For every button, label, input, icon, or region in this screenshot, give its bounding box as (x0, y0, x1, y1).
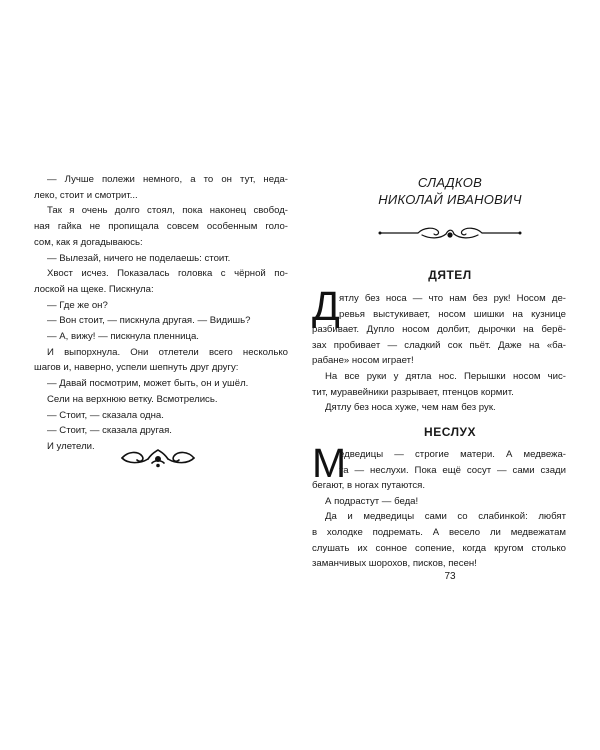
text-line: На все руки у дятла нос. Перышки носом чис- (325, 370, 566, 382)
text-line: ная гайка не пропищала совсем особенным голо- (34, 221, 288, 233)
text-line: леко, стоит и смотрит... (34, 189, 138, 201)
author-surname: СЛАДКОВ (417, 175, 483, 190)
text-line: шагов и, наверно, успели шепнуть друг другу: (34, 362, 239, 374)
text-line: — Лучше полежи немного, а то он тут, неда- (47, 174, 288, 185)
text-line: заманчивых шорохов, писков, песен! (312, 558, 477, 570)
text-line: зах пробивает — сладкий сок пьёт. Даже на «ба- (312, 339, 566, 351)
text-line: разбивает. Дупло носом долбит, дырочки на берё- (312, 324, 566, 336)
text-line: едведицы — строгие матери. А медвежа- (339, 449, 566, 460)
text-line: — Вон стоит, — пискнула другая. — Видишь? (47, 315, 251, 327)
text-line: — Стоит, — сказала другая. (47, 425, 172, 437)
text-line: — Стоит, — сказала одна. (47, 409, 164, 421)
story-title: ДЯТЕЛ (428, 268, 472, 282)
text-line: А подрастут — беда! (325, 495, 419, 507)
end-ornament-icon (118, 447, 198, 469)
text-line: сом, как я догадываюсь: (34, 236, 143, 248)
text-line: та — неслухи. Пока ещё сосут — сами сзади (339, 464, 566, 476)
story-title: НЕСЛУХ (424, 425, 476, 439)
author-name: НИКОЛАЙ ИВАНОВИЧ (378, 192, 522, 207)
story-text (312, 291, 566, 416)
text-line: И улетели. (47, 440, 95, 452)
drop-cap: Д (312, 283, 340, 329)
text-line: Да и медведицы сами со слабинкой: любят (325, 511, 566, 523)
text-line: И выпорхнула. Они отлетели всего несколько (47, 346, 288, 358)
text-line: ревья выстукивает, носом шишки на кузнице (339, 308, 566, 320)
text-line: Так я очень долго стоял, пока наконец свобод- (47, 205, 288, 217)
drop-cap: М (312, 440, 347, 486)
text-line: рабане» носом играет! (312, 355, 414, 367)
left-page-text (34, 172, 288, 455)
text-line: — Вылезай, ничего не поделаешь: стоит. (47, 252, 231, 264)
text-line: бегают, в ногах путаются. (312, 480, 426, 492)
text-line: тит, муравейники разрывает, птенцов кормит. (312, 386, 514, 398)
text-line: Дятлу без носа хуже, чем нам без рук. (325, 402, 496, 414)
text-line: слушать их сонное сопение, когда кругом столько (312, 542, 566, 554)
text-line: — Давай посмотрим, может быть, он и ушёл. (47, 378, 249, 390)
text-line: Хвост исчез. Показалась головка с чёрной по- (47, 268, 288, 280)
story-text (312, 447, 566, 572)
text-line: — Где же он? (47, 299, 108, 311)
text-line: лоской на щеке. Пискнула: (34, 283, 154, 295)
page-number: 73 (444, 571, 456, 582)
text-line: Сели на верхнюю ветку. Всмотрелись. (47, 393, 218, 405)
right-page (300, 0, 600, 750)
text-line: — А, вижу! — пискнула пленница. (47, 331, 199, 343)
text-line: ятлу без носа — что нам без рук! Носом де- (339, 293, 566, 304)
text-line: в холодке подремать. А весело ли медвежатам (312, 526, 566, 538)
title-ornament-icon (378, 224, 522, 242)
